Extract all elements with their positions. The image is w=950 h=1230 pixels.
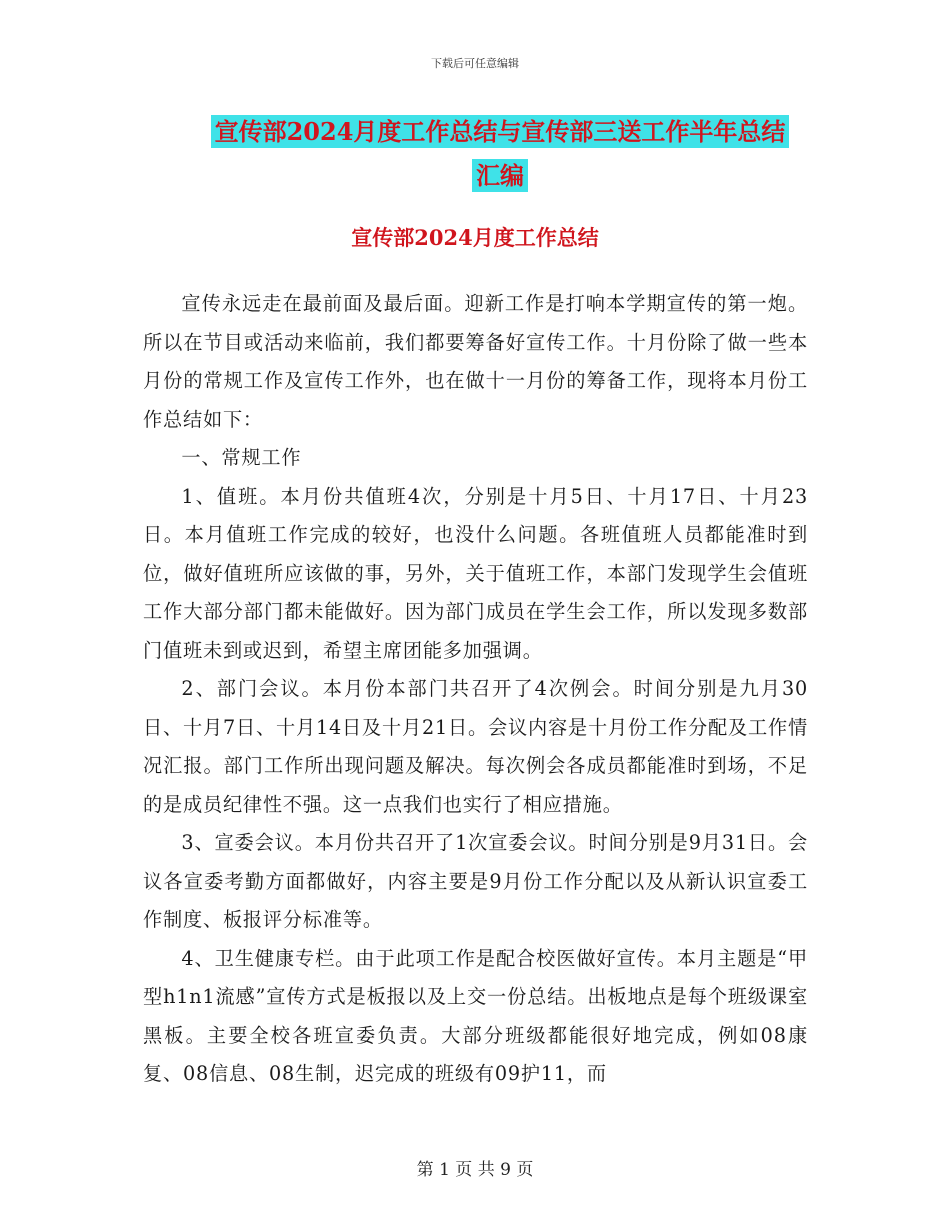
document-title-line-1: 宣传部2024月度工作总结与宣传部三送工作半年总结: [211, 115, 790, 148]
page-number-footer: 第 1 页 共 9 页: [416, 1160, 534, 1180]
paragraph: 4、卫生健康专栏。由于此项工作是配合校医做好宣传。本月主题是“甲型h1n1流感”宣传方式是板报以及上交一份总结。出板地点是每个班级课室黑板。主要全校各班宣委负责。大部分班级都能很好地完成，例如08康复、08信息、08生制，迟完成的班级有09护11，而: [143, 946, 808, 1085]
paragraph: 一、常规工作: [181, 446, 302, 469]
document-title: [175, 110, 825, 198]
paragraph: 1、值班。本月份共值班4次，分别是十月5日、十月17日、十月23日。本月值班工作完成的较好，也没什么问题。各班值班人员都能准时到位，做好值班所应该做的事，另外，关于值班工作，本部门发现学生会值班工作大部分部门都未能做好。因为部门成员在学生会工作，所以发现多数部门值班未到或迟到，希望主席团能多加强调。: [143, 484, 808, 662]
header-note: 下载后可任意编辑: [431, 57, 519, 70]
paragraph: 3、宣委会议。本月份共召开了1次宣委会议。时间分别是9月31日。会议各宣委考勤方面都做好，内容主要是9月份工作分配以及从新认识宣委工作制度、板报评分标准等。: [143, 831, 808, 931]
paragraph: 2、部门会议。本月份本部门共召开了4次例会。时间分别是九月30日、十月7日、十月14日及十月21日。会议内容是十月份工作分配及工作情况汇报。部门工作所出现问题及解决。每次例会各成员都能准时到场，不足的是成员纪律性不强。这一点我们也实行了相应措施。: [143, 677, 808, 816]
document-title-line-2: 汇编: [472, 159, 528, 192]
paragraph: 宣传永远走在最前面及最后面。迎新工作是打响本学期宣传的第一炮。所以在节目或活动来临前，我们都要筹备好宣传工作。十月份除了做一些本月份的常规工作及宣传工作外，也在做十一月份的筹备工作，现将本月份工作总结如下：: [143, 292, 808, 431]
section-title: 宣传部2024月度工作总结: [351, 225, 599, 250]
document-body: [143, 285, 808, 1094]
